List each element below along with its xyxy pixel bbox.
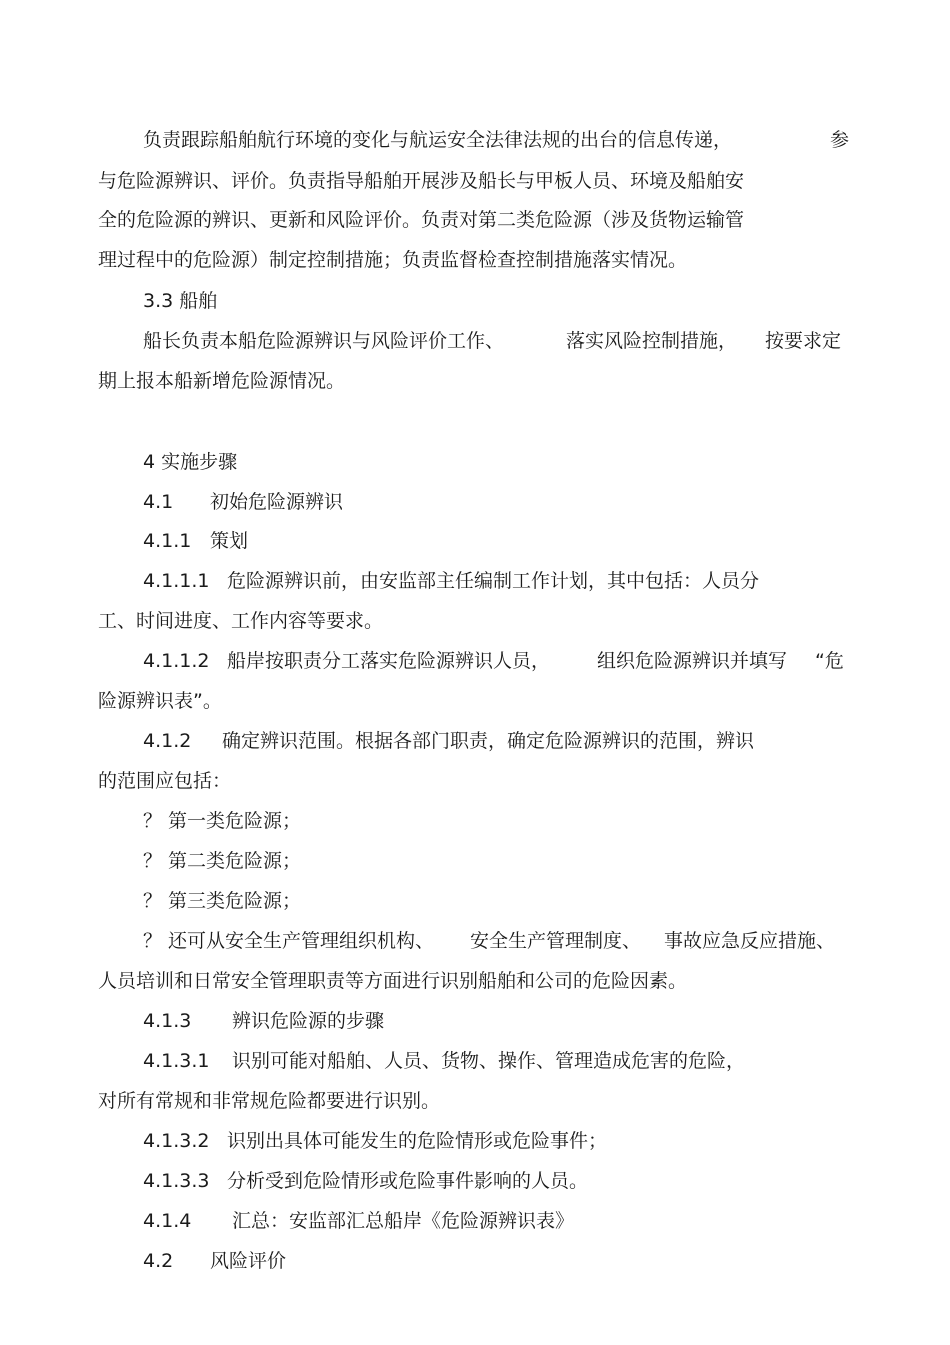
- text-segment: 识别可能对船舶、人员、货物、操作、管理造成危害的危险，: [232, 1050, 746, 1072]
- section-heading: [143, 1009, 191, 1033]
- text-segment: 落实风险控制措施，: [566, 330, 738, 352]
- text-segment: 船岸按职责分工落实危险源辨识人员，: [227, 650, 551, 672]
- text-segment: 船长负责本船危险源辨识与风险评价工作、: [143, 330, 505, 352]
- text-segment: 期上报本船新增危险源情况。: [98, 370, 346, 392]
- section-heading: [210, 490, 343, 514]
- section-number: 4.1.2: [143, 730, 192, 752]
- text-segment: “危: [815, 650, 844, 672]
- text-segment: 初始危险源辨识: [210, 491, 344, 513]
- paragraph-line: [98, 208, 744, 232]
- paragraph-line: [566, 329, 737, 353]
- section-number: 4.1.1.1: [143, 570, 210, 592]
- paragraph-line: [227, 569, 759, 593]
- paragraph-line: [815, 649, 844, 673]
- list-item: [143, 849, 301, 873]
- paragraph-line: [143, 128, 732, 152]
- list-item: [143, 929, 434, 953]
- section-heading: [143, 289, 217, 313]
- text-segment: 险源辨识表”。: [98, 690, 222, 712]
- text-segment: 工、时间进度、工作内容等要求。: [98, 610, 384, 632]
- text-segment: 3.3 船舶: [143, 290, 218, 312]
- section-number: 4.1.3.2: [143, 1130, 210, 1152]
- section-heading: [232, 1009, 384, 1033]
- text-segment: 4 实施步骤: [143, 451, 238, 473]
- text-segment: 与危险源辨识、评价。负责指导船舶开展涉及船长与甲板人员、环境及船舶安: [98, 170, 745, 192]
- text-segment: 理过程中的危险源）制定控制措施；负责监督检查控制措施落实情况。: [98, 249, 688, 271]
- paragraph-line: [232, 1209, 574, 1233]
- list-item: [470, 929, 641, 953]
- paragraph-line: [143, 1209, 191, 1233]
- paragraph-line: [227, 649, 550, 673]
- text-segment: 人员培训和日常安全管理职责等方面进行识别船舶和公司的危险因素。: [98, 970, 688, 992]
- paragraph-line: [227, 1169, 588, 1193]
- paragraph-line: [227, 1129, 607, 1153]
- text-segment: 危险源辨识前，由安监部主任编制工作计划，其中包括：人员分: [227, 570, 760, 592]
- text-segment: 确定辨识范围。根据各部门职责，确定危险源辨识的范围，辨识: [222, 730, 755, 752]
- section-heading: [143, 1249, 173, 1273]
- paragraph-line: [143, 569, 209, 593]
- paragraph-line: [765, 329, 841, 353]
- text-segment: 汇总：安监部汇总船岸《危险源辨识表》: [232, 1210, 575, 1232]
- section-heading: [143, 490, 173, 514]
- paragraph-line: [143, 329, 504, 353]
- text-segment: ？ 第二类危险源；: [143, 850, 302, 872]
- section-number: 4.1: [143, 491, 174, 513]
- text-segment: 辨识危险源的步骤: [232, 1010, 385, 1032]
- paragraph-line: [98, 1089, 440, 1113]
- section-heading: [210, 529, 248, 553]
- text-segment: 识别出具体可能发生的危险情形或危险事件；: [227, 1130, 608, 1152]
- section-heading: [210, 1249, 286, 1273]
- text-segment: 参: [830, 129, 850, 151]
- paragraph-line: [98, 689, 222, 713]
- paragraph-line: [98, 969, 687, 993]
- section-number: 4.1.3: [143, 1010, 192, 1032]
- section-heading: [143, 529, 191, 553]
- text-segment: ？ 第三类危险源；: [143, 890, 302, 912]
- paragraph-line: [830, 128, 849, 152]
- section-number: 4.2: [143, 1250, 174, 1272]
- list-item: [143, 889, 301, 913]
- text-segment: 安全生产管理制度、: [470, 930, 642, 952]
- text-segment: 对所有常规和非常规危险都要进行识别。: [98, 1090, 441, 1112]
- paragraph-line: [98, 769, 231, 793]
- paragraph-line: [143, 729, 191, 753]
- text-segment: ？ 第一类危险源；: [143, 810, 302, 832]
- text-segment: 事故应急反应措施、: [664, 930, 836, 952]
- section-heading: [143, 450, 237, 474]
- text-segment: 分析受到危险情形或危险事件影响的人员。: [227, 1170, 589, 1192]
- text-segment: 负责跟踪船舶航行环境的变化与航运安全法律法规的出台的信息传递，: [143, 129, 733, 151]
- paragraph-line: [232, 1049, 745, 1073]
- text-segment: ？ 还可从安全生产管理组织机构、: [143, 930, 435, 952]
- paragraph-line: [98, 248, 687, 272]
- text-segment: 风险评价: [210, 1250, 287, 1272]
- list-item: [143, 809, 301, 833]
- paragraph-line: [143, 1129, 209, 1153]
- text-segment: 策划: [210, 530, 249, 552]
- text-segment: 按要求定: [765, 330, 842, 352]
- paragraph-line: [98, 369, 345, 393]
- section-number: 4.1.1: [143, 530, 192, 552]
- paragraph-line: [222, 729, 754, 753]
- paragraph-line: [98, 609, 383, 633]
- list-item: [664, 929, 835, 953]
- text-segment: 的范围应包括：: [98, 770, 232, 792]
- section-number: 4.1.1.2: [143, 650, 210, 672]
- paragraph-line: [98, 169, 744, 193]
- paragraph-line: [143, 649, 209, 673]
- text-segment: 组织危险源辨识并填写: [597, 650, 788, 672]
- paragraph-line: [143, 1049, 209, 1073]
- text-segment: 全的危险源的辨识、更新和风险评价。负责对第二类危险源（涉及货物运输管: [98, 209, 745, 231]
- paragraph-line: [597, 649, 787, 673]
- section-number: 4.1.4: [143, 1210, 192, 1232]
- paragraph-line: [143, 1169, 209, 1193]
- section-number: 4.1.3.3: [143, 1170, 210, 1192]
- section-number: 4.1.3.1: [143, 1050, 210, 1072]
